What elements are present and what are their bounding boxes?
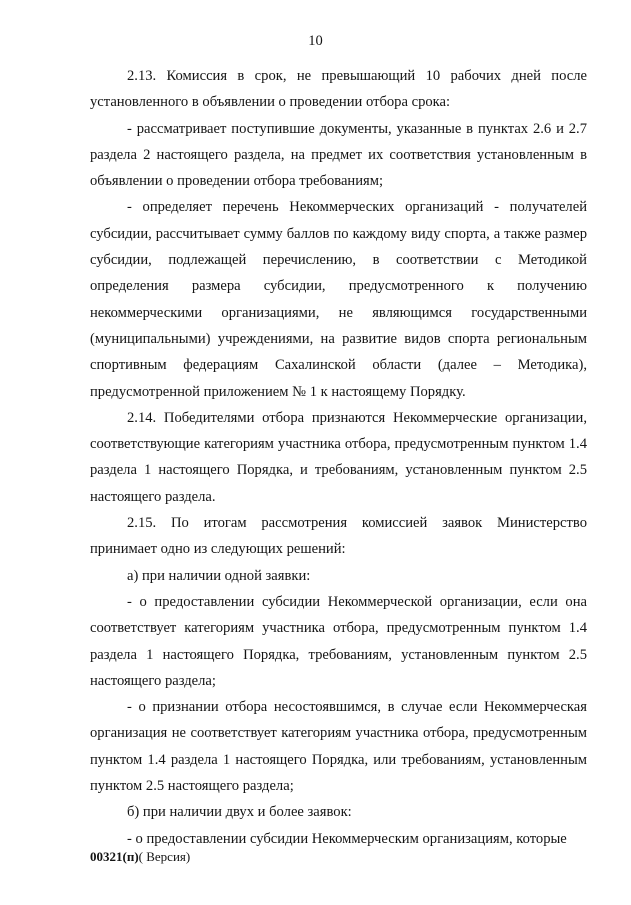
document-version: ( Версия) — [138, 849, 191, 864]
paragraph-single-application: а) при наличии одной заявки: — [127, 567, 311, 584]
paragraph-2-15: 2.15. По итогам рассмотрения комиссией заявок Министерство принимает одно из следующих решений: — [90, 515, 587, 558]
paragraph-review-documents: - рассматривает поступившие документы, указанные в пунктах 2.6 и 2.7 раздела 2 настоящего раздела, на предмет их соответствия установленным в объявлении о проведении отбора требованиям; — [90, 120, 587, 190]
paragraph-2-14: 2.14. Победителями отбора признаются Некоммерческие организации, соответствующие категориям участника отбора, предусмотренным пунктом 1.4 раздела 1 настоящего Порядка, и требованиям, установленным пунктом 2.5 настоящего раздела. — [90, 409, 587, 505]
paragraph-multiple-applications: б) при наличии двух и более заявок: — [127, 804, 352, 821]
paragraph-2-13: 2.13. Комиссия в срок, не превышающий 10 рабочих дней после установленного в объявлении о проведении отбора срока: — [90, 68, 587, 111]
document-footer — [90, 849, 190, 865]
paragraph-selection-failed: - о признании отбора несостоявшимся, в случае если Некоммерческая организация не соответствует категориям участника отбора, предусмотренным пунктом 1.4 раздела 1 настоящего Порядка, или требованиям, установленным пунктом 2.5 настоящего раздела; — [90, 699, 587, 795]
paragraph-determine-list: - определяет перечень Некоммерческих организаций - получателей субсидии, рассчитывает сумму баллов по каждому виду спорта, а также размер субсидии, подлежащей перечислению, в соответствии с Методикой определения размера субсидии, предусмотренного к получению некоммерческими организациями, не являющимся государственными (муниципальными) учреждениями, на развитие видов спорта региональным спортивным федерациям Сахалинской области (далее – Методика), предусмотренной приложением № 1 к настоящему Порядку. — [90, 199, 587, 400]
document-body — [90, 63, 587, 852]
page-number: 10 — [308, 33, 323, 49]
paragraph-grant-subsidy-multiple: - о предоставлении субсидии Некоммерческим организациям, которые — [127, 830, 567, 847]
paragraph-grant-subsidy-single: - о предоставлении субсидии Некоммерческой организации, если она соответствует категориям участника отбора, предусмотренным пунктом 1.4 раздела 1 настоящего Порядка, требованиям, установленным пунктом 2.5 настоящего раздела; — [90, 593, 587, 689]
document-code: 00321(п) — [90, 849, 139, 864]
